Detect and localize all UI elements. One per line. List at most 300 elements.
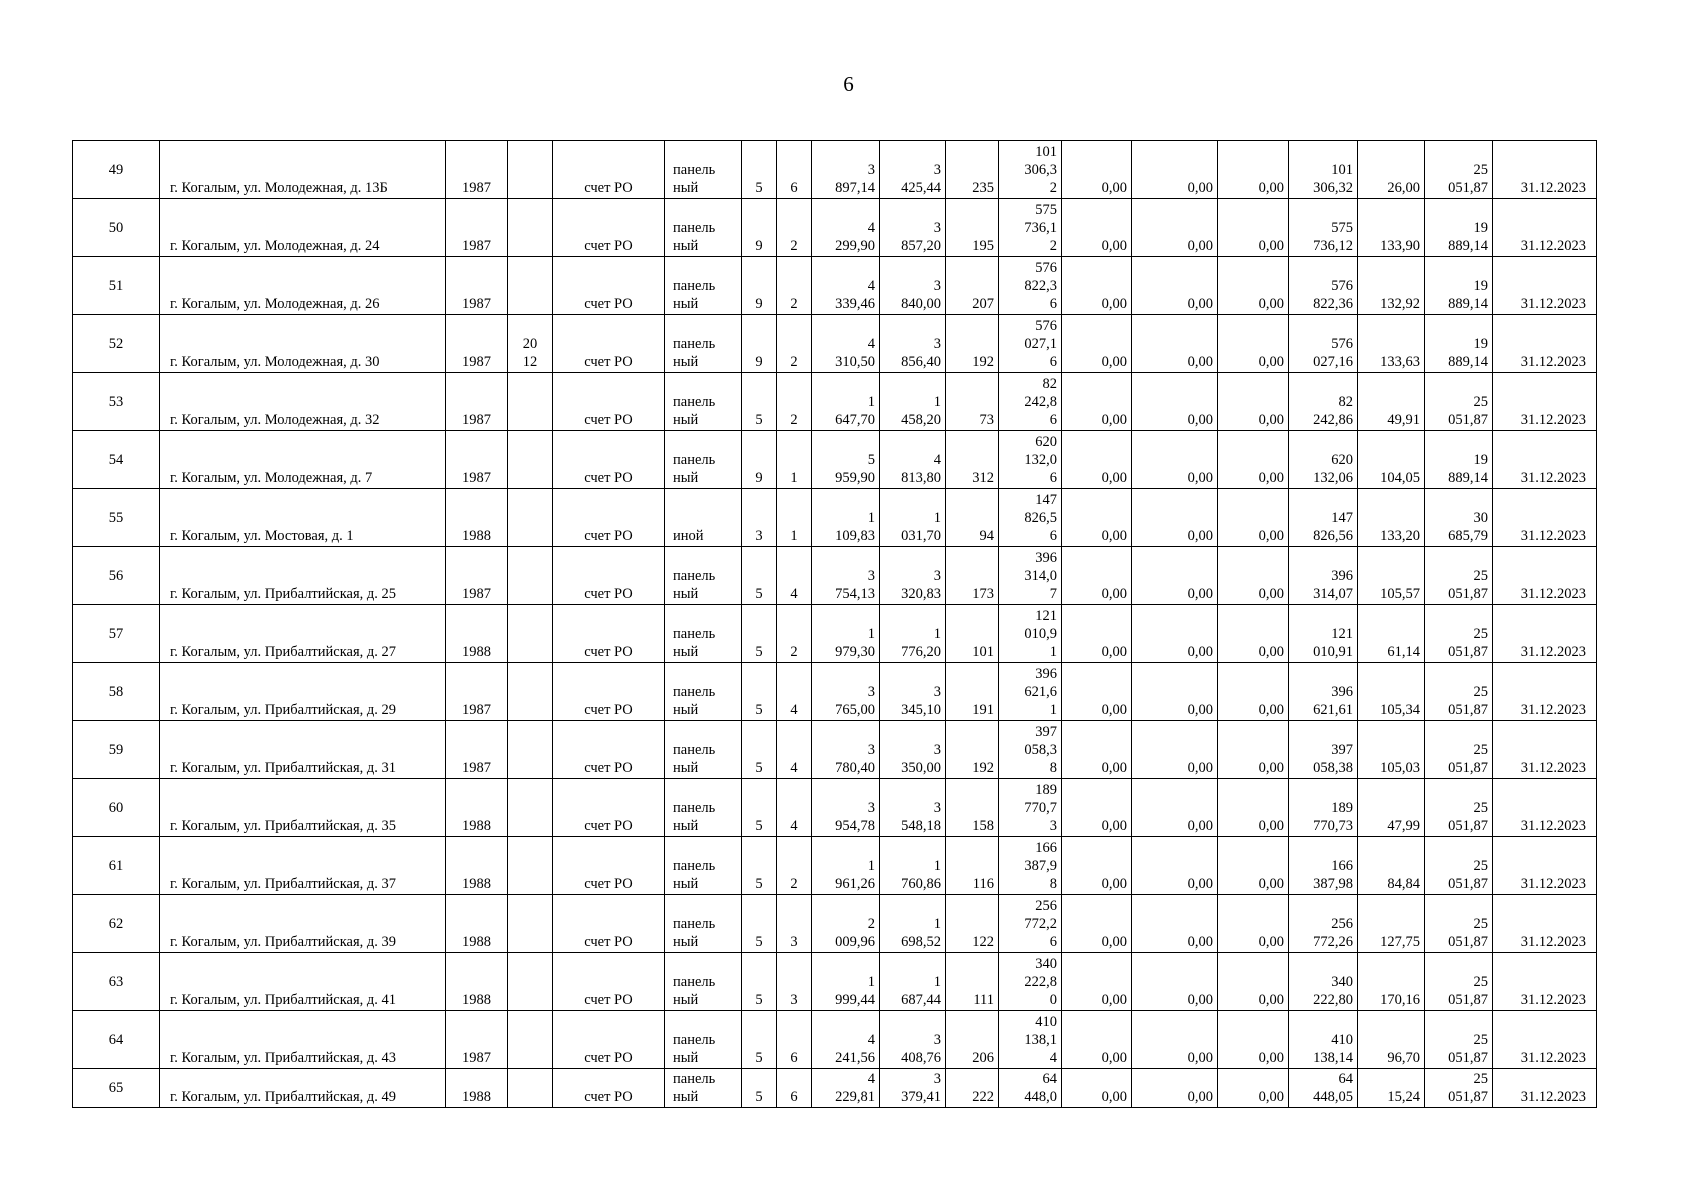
cell-year-commissioned bbox=[508, 721, 553, 779]
cell-completion-date: 31.12.2023 bbox=[1493, 895, 1597, 953]
cell-total-area: 4 241,56 bbox=[812, 1011, 880, 1069]
cell-residents: 73 bbox=[946, 373, 999, 431]
cell-cost-owners: 410 138,14 bbox=[1289, 1011, 1358, 1069]
cell-residents: 206 bbox=[946, 1011, 999, 1069]
cell-completion-date: 31.12.2023 bbox=[1493, 199, 1597, 257]
cell-year-commissioned bbox=[508, 837, 553, 895]
cell-completion-date: 31.12.2023 bbox=[1493, 373, 1597, 431]
cell-row-number: 61 bbox=[73, 837, 160, 895]
cell-residents: 101 bbox=[946, 605, 999, 663]
cell-total-cost: 576 027,1 6 bbox=[999, 315, 1062, 373]
cell-total-cost: 82 242,8 6 bbox=[999, 373, 1062, 431]
table-row bbox=[73, 895, 1597, 953]
cell-wall-material: панель ный bbox=[665, 721, 742, 779]
cell-floors: 5 bbox=[742, 1069, 777, 1108]
cell-cost-regional: 0,00 bbox=[1132, 663, 1218, 721]
cell-cost-per-sqm: 96,70 bbox=[1358, 1011, 1425, 1069]
cell-floors: 5 bbox=[742, 837, 777, 895]
cell-fund-method: счет РО bbox=[553, 489, 665, 547]
cell-fund-method: счет РО bbox=[553, 779, 665, 837]
cell-cost-regional: 0,00 bbox=[1132, 1011, 1218, 1069]
cell-cost-municipal: 0,00 bbox=[1218, 547, 1289, 605]
cell-cost-regional: 0,00 bbox=[1132, 547, 1218, 605]
table-row bbox=[73, 1069, 1597, 1108]
cell-residents: 207 bbox=[946, 257, 999, 315]
cell-total-cost: 575 736,1 2 bbox=[999, 199, 1062, 257]
cell-entrances: 3 bbox=[777, 953, 812, 1011]
cell-address: г. Когалым, ул. Мостовая, д. 1 bbox=[160, 489, 446, 547]
cell-entrances: 6 bbox=[777, 1069, 812, 1108]
cell-year-commissioned bbox=[508, 199, 553, 257]
cell-cost-owners: 340 222,80 bbox=[1289, 953, 1358, 1011]
cell-completion-date: 31.12.2023 bbox=[1493, 605, 1597, 663]
cell-floors: 5 bbox=[742, 721, 777, 779]
cell-living-area: 3 425,44 bbox=[880, 141, 946, 199]
cell-cost-municipal: 0,00 bbox=[1218, 489, 1289, 547]
cell-floors: 5 bbox=[742, 895, 777, 953]
cell-completion-date: 31.12.2023 bbox=[1493, 1069, 1597, 1108]
cell-cost-owners: 397 058,38 bbox=[1289, 721, 1358, 779]
cell-cost-owners: 101 306,32 bbox=[1289, 141, 1358, 199]
cell-wall-material: иной bbox=[665, 489, 742, 547]
cell-residents: 111 bbox=[946, 953, 999, 1011]
cell-year-built: 1988 bbox=[446, 1069, 508, 1108]
cell-residents: 191 bbox=[946, 663, 999, 721]
cell-year-built: 1987 bbox=[446, 315, 508, 373]
cell-year-built: 1988 bbox=[446, 837, 508, 895]
cell-residents: 195 bbox=[946, 199, 999, 257]
cell-cost-per-sqm: 170,16 bbox=[1358, 953, 1425, 1011]
cell-floors: 5 bbox=[742, 373, 777, 431]
cell-completion-date: 31.12.2023 bbox=[1493, 1011, 1597, 1069]
cell-residents: 116 bbox=[946, 837, 999, 895]
cell-cost-federal: 0,00 bbox=[1062, 257, 1132, 315]
cell-total-area: 2 009,96 bbox=[812, 895, 880, 953]
cell-row-number: 60 bbox=[73, 779, 160, 837]
cell-total-area: 3 754,13 bbox=[812, 547, 880, 605]
cell-cost-regional: 0,00 bbox=[1132, 895, 1218, 953]
cell-wall-material: панель ный bbox=[665, 953, 742, 1011]
cell-entrances: 1 bbox=[777, 431, 812, 489]
cell-cost-regional: 0,00 bbox=[1132, 489, 1218, 547]
cell-completion-date: 31.12.2023 bbox=[1493, 663, 1597, 721]
cell-cost-owners: 576 822,36 bbox=[1289, 257, 1358, 315]
cell-total-area: 1 109,83 bbox=[812, 489, 880, 547]
cell-floors: 9 bbox=[742, 431, 777, 489]
cell-address: г. Когалым, ул. Прибалтийская, д. 39 bbox=[160, 895, 446, 953]
cell-total-area: 3 897,14 bbox=[812, 141, 880, 199]
cell-cost-limit-per-sqm: 25 051,87 bbox=[1425, 779, 1493, 837]
cell-address: г. Когалым, ул. Молодежная, д. 13Б bbox=[160, 141, 446, 199]
cell-row-number: 57 bbox=[73, 605, 160, 663]
cell-cost-per-sqm: 132,92 bbox=[1358, 257, 1425, 315]
cell-wall-material: панель ный bbox=[665, 605, 742, 663]
cell-cost-municipal: 0,00 bbox=[1218, 373, 1289, 431]
cell-residents: 192 bbox=[946, 315, 999, 373]
cell-floors: 5 bbox=[742, 605, 777, 663]
cell-total-cost: 396 314,0 7 bbox=[999, 547, 1062, 605]
cell-wall-material: панель ный bbox=[665, 141, 742, 199]
cell-cost-regional: 0,00 bbox=[1132, 605, 1218, 663]
cell-total-area: 4 310,50 bbox=[812, 315, 880, 373]
cell-entrances: 4 bbox=[777, 779, 812, 837]
cell-address: г. Когалым, ул. Прибалтийская, д. 31 bbox=[160, 721, 446, 779]
cell-cost-regional: 0,00 bbox=[1132, 431, 1218, 489]
cell-residents: 94 bbox=[946, 489, 999, 547]
cell-cost-limit-per-sqm: 25 051,87 bbox=[1425, 663, 1493, 721]
cell-cost-per-sqm: 127,75 bbox=[1358, 895, 1425, 953]
cell-cost-federal: 0,00 bbox=[1062, 315, 1132, 373]
cell-year-built: 1987 bbox=[446, 721, 508, 779]
cell-cost-per-sqm: 105,03 bbox=[1358, 721, 1425, 779]
cell-completion-date: 31.12.2023 bbox=[1493, 721, 1597, 779]
cell-address: г. Когалым, ул. Прибалтийская, д. 37 bbox=[160, 837, 446, 895]
cell-address: г. Когалым, ул. Прибалтийская, д. 27 bbox=[160, 605, 446, 663]
cell-floors: 5 bbox=[742, 663, 777, 721]
cell-year-built: 1988 bbox=[446, 779, 508, 837]
cell-entrances: 2 bbox=[777, 199, 812, 257]
table-row bbox=[73, 315, 1597, 373]
cell-floors: 9 bbox=[742, 199, 777, 257]
cell-year-commissioned bbox=[508, 953, 553, 1011]
cell-completion-date: 31.12.2023 bbox=[1493, 141, 1597, 199]
cell-cost-federal: 0,00 bbox=[1062, 199, 1132, 257]
cell-fund-method: счет РО bbox=[553, 721, 665, 779]
cell-wall-material: панель ный bbox=[665, 837, 742, 895]
cell-address: г. Когалым, ул. Прибалтийская, д. 35 bbox=[160, 779, 446, 837]
cell-wall-material: панель ный bbox=[665, 547, 742, 605]
cell-year-commissioned bbox=[508, 895, 553, 953]
cell-cost-limit-per-sqm: 25 051,87 bbox=[1425, 547, 1493, 605]
cell-living-area: 3 350,00 bbox=[880, 721, 946, 779]
cell-address: г. Когалым, ул. Молодежная, д. 32 bbox=[160, 373, 446, 431]
cell-completion-date: 31.12.2023 bbox=[1493, 489, 1597, 547]
cell-cost-municipal: 0,00 bbox=[1218, 837, 1289, 895]
cell-cost-limit-per-sqm: 25 051,87 bbox=[1425, 953, 1493, 1011]
cell-fund-method: счет РО bbox=[553, 953, 665, 1011]
cell-entrances: 4 bbox=[777, 663, 812, 721]
cell-year-built: 1987 bbox=[446, 141, 508, 199]
cell-cost-municipal: 0,00 bbox=[1218, 721, 1289, 779]
cell-cost-limit-per-sqm: 30 685,79 bbox=[1425, 489, 1493, 547]
cell-address: г. Когалым, ул. Прибалтийская, д. 29 bbox=[160, 663, 446, 721]
cell-floors: 3 bbox=[742, 489, 777, 547]
cell-fund-method: счет РО bbox=[553, 605, 665, 663]
cell-cost-regional: 0,00 bbox=[1132, 953, 1218, 1011]
cell-total-cost: 64 448,0 bbox=[999, 1069, 1062, 1108]
cell-row-number: 58 bbox=[73, 663, 160, 721]
cell-row-number: 51 bbox=[73, 257, 160, 315]
table-row bbox=[73, 199, 1597, 257]
cell-total-area: 1 647,70 bbox=[812, 373, 880, 431]
cell-year-built: 1987 bbox=[446, 663, 508, 721]
cell-year-commissioned bbox=[508, 431, 553, 489]
cell-living-area: 1 760,86 bbox=[880, 837, 946, 895]
cell-wall-material: панель ный bbox=[665, 199, 742, 257]
cell-cost-federal: 0,00 bbox=[1062, 373, 1132, 431]
cell-address: г. Когалым, ул. Прибалтийская, д. 41 bbox=[160, 953, 446, 1011]
cell-year-built: 1988 bbox=[446, 489, 508, 547]
cell-total-cost: 121 010,9 1 bbox=[999, 605, 1062, 663]
cell-year-commissioned bbox=[508, 605, 553, 663]
cell-cost-per-sqm: 84,84 bbox=[1358, 837, 1425, 895]
cell-fund-method: счет РО bbox=[553, 1011, 665, 1069]
table-row bbox=[73, 779, 1597, 837]
cell-year-commissioned bbox=[508, 257, 553, 315]
cell-cost-municipal: 0,00 bbox=[1218, 605, 1289, 663]
cell-total-area: 4 339,46 bbox=[812, 257, 880, 315]
cell-cost-regional: 0,00 bbox=[1132, 257, 1218, 315]
cell-row-number: 64 bbox=[73, 1011, 160, 1069]
cell-year-built: 1988 bbox=[446, 953, 508, 1011]
cell-cost-federal: 0,00 bbox=[1062, 431, 1132, 489]
cell-entrances: 4 bbox=[777, 547, 812, 605]
cell-cost-owners: 166 387,98 bbox=[1289, 837, 1358, 895]
cell-residents: 158 bbox=[946, 779, 999, 837]
housing-register-table bbox=[72, 140, 1597, 1108]
table-row bbox=[73, 837, 1597, 895]
cell-cost-owners: 620 132,06 bbox=[1289, 431, 1358, 489]
cell-cost-federal: 0,00 bbox=[1062, 721, 1132, 779]
table-row bbox=[73, 489, 1597, 547]
cell-fund-method: счет РО bbox=[553, 315, 665, 373]
cell-cost-limit-per-sqm: 19 889,14 bbox=[1425, 431, 1493, 489]
cell-completion-date: 31.12.2023 bbox=[1493, 431, 1597, 489]
cell-living-area: 3 345,10 bbox=[880, 663, 946, 721]
cell-cost-municipal: 0,00 bbox=[1218, 141, 1289, 199]
cell-cost-per-sqm: 104,05 bbox=[1358, 431, 1425, 489]
cell-cost-municipal: 0,00 bbox=[1218, 1011, 1289, 1069]
cell-row-number: 56 bbox=[73, 547, 160, 605]
cell-wall-material: панель ный bbox=[665, 431, 742, 489]
cell-year-commissioned bbox=[508, 489, 553, 547]
cell-entrances: 1 bbox=[777, 489, 812, 547]
cell-cost-per-sqm: 15,24 bbox=[1358, 1069, 1425, 1108]
cell-cost-limit-per-sqm: 25 051,87 bbox=[1425, 373, 1493, 431]
cell-cost-owners: 575 736,12 bbox=[1289, 199, 1358, 257]
cell-year-commissioned bbox=[508, 141, 553, 199]
cell-cost-owners: 396 621,61 bbox=[1289, 663, 1358, 721]
cell-cost-per-sqm: 133,63 bbox=[1358, 315, 1425, 373]
cell-total-cost: 147 826,5 6 bbox=[999, 489, 1062, 547]
cell-address: г. Когалым, ул. Прибалтийская, д. 25 bbox=[160, 547, 446, 605]
cell-living-area: 4 813,80 bbox=[880, 431, 946, 489]
cell-address: г. Когалым, ул. Прибалтийская, д. 43 bbox=[160, 1011, 446, 1069]
cell-fund-method: счет РО bbox=[553, 663, 665, 721]
cell-row-number: 55 bbox=[73, 489, 160, 547]
cell-total-area: 3 954,78 bbox=[812, 779, 880, 837]
cell-living-area: 1 458,20 bbox=[880, 373, 946, 431]
cell-cost-federal: 0,00 bbox=[1062, 547, 1132, 605]
cell-total-area: 1 979,30 bbox=[812, 605, 880, 663]
table-row bbox=[73, 605, 1597, 663]
cell-cost-limit-per-sqm: 25 051,87 bbox=[1425, 895, 1493, 953]
cell-year-built: 1988 bbox=[446, 895, 508, 953]
cell-residents: 312 bbox=[946, 431, 999, 489]
cell-year-commissioned bbox=[508, 1011, 553, 1069]
cell-fund-method: счет РО bbox=[553, 837, 665, 895]
cell-cost-federal: 0,00 bbox=[1062, 895, 1132, 953]
cell-total-cost: 397 058,3 8 bbox=[999, 721, 1062, 779]
cell-address: г. Когалым, ул. Молодежная, д. 30 bbox=[160, 315, 446, 373]
cell-year-built: 1987 bbox=[446, 373, 508, 431]
cell-total-area: 4 229,81 bbox=[812, 1069, 880, 1108]
cell-floors: 5 bbox=[742, 1011, 777, 1069]
cell-cost-municipal: 0,00 bbox=[1218, 431, 1289, 489]
cell-row-number: 65 bbox=[73, 1069, 160, 1108]
table-row bbox=[73, 257, 1597, 315]
cell-cost-limit-per-sqm: 25 051,87 bbox=[1425, 605, 1493, 663]
cell-entrances: 2 bbox=[777, 315, 812, 373]
cell-completion-date: 31.12.2023 bbox=[1493, 953, 1597, 1011]
cell-cost-municipal: 0,00 bbox=[1218, 779, 1289, 837]
cell-living-area: 3 408,76 bbox=[880, 1011, 946, 1069]
cell-wall-material: панель ный bbox=[665, 779, 742, 837]
cell-total-cost: 166 387,9 8 bbox=[999, 837, 1062, 895]
cell-completion-date: 31.12.2023 bbox=[1493, 257, 1597, 315]
cell-residents: 122 bbox=[946, 895, 999, 953]
cell-cost-per-sqm: 49,91 bbox=[1358, 373, 1425, 431]
cell-year-commissioned bbox=[508, 779, 553, 837]
cell-cost-per-sqm: 105,34 bbox=[1358, 663, 1425, 721]
cell-row-number: 52 bbox=[73, 315, 160, 373]
cell-wall-material: панель ный bbox=[665, 1011, 742, 1069]
cell-cost-regional: 0,00 bbox=[1132, 141, 1218, 199]
table-row bbox=[73, 431, 1597, 489]
cell-fund-method: счет РО bbox=[553, 373, 665, 431]
cell-total-cost: 620 132,0 6 bbox=[999, 431, 1062, 489]
cell-address: г. Когалым, ул. Прибалтийская, д. 49 bbox=[160, 1069, 446, 1108]
table-row bbox=[73, 663, 1597, 721]
cell-cost-limit-per-sqm: 19 889,14 bbox=[1425, 257, 1493, 315]
cell-cost-per-sqm: 133,90 bbox=[1358, 199, 1425, 257]
cell-floors: 5 bbox=[742, 141, 777, 199]
cell-entrances: 6 bbox=[777, 1011, 812, 1069]
cell-residents: 235 bbox=[946, 141, 999, 199]
cell-cost-municipal: 0,00 bbox=[1218, 953, 1289, 1011]
cell-cost-regional: 0,00 bbox=[1132, 837, 1218, 895]
cell-cost-limit-per-sqm: 25 051,87 bbox=[1425, 1011, 1493, 1069]
cell-fund-method: счет РО bbox=[553, 431, 665, 489]
cell-cost-municipal: 0,00 bbox=[1218, 257, 1289, 315]
cell-year-commissioned bbox=[508, 663, 553, 721]
cell-entrances: 4 bbox=[777, 721, 812, 779]
cell-cost-federal: 0,00 bbox=[1062, 141, 1132, 199]
cell-cost-municipal: 0,00 bbox=[1218, 315, 1289, 373]
cell-cost-regional: 0,00 bbox=[1132, 315, 1218, 373]
cell-fund-method: счет РО bbox=[553, 199, 665, 257]
cell-fund-method: счет РО bbox=[553, 895, 665, 953]
cell-completion-date: 31.12.2023 bbox=[1493, 315, 1597, 373]
cell-row-number: 54 bbox=[73, 431, 160, 489]
cell-cost-municipal: 0,00 bbox=[1218, 1069, 1289, 1108]
table-row bbox=[73, 721, 1597, 779]
cell-cost-limit-per-sqm: 25 051,87 bbox=[1425, 837, 1493, 895]
cell-wall-material: панель ный bbox=[665, 1069, 742, 1108]
cell-cost-owners: 64 448,05 bbox=[1289, 1069, 1358, 1108]
cell-residents: 192 bbox=[946, 721, 999, 779]
cell-living-area: 3 379,41 bbox=[880, 1069, 946, 1108]
cell-total-cost: 101 306,3 2 bbox=[999, 141, 1062, 199]
table-row bbox=[73, 1011, 1597, 1069]
cell-residents: 222 bbox=[946, 1069, 999, 1108]
cell-row-number: 62 bbox=[73, 895, 160, 953]
cell-cost-owners: 396 314,07 bbox=[1289, 547, 1358, 605]
cell-cost-owners: 189 770,73 bbox=[1289, 779, 1358, 837]
cell-total-area: 3 765,00 bbox=[812, 663, 880, 721]
cell-cost-limit-per-sqm: 25 051,87 bbox=[1425, 721, 1493, 779]
cell-cost-owners: 576 027,16 bbox=[1289, 315, 1358, 373]
cell-year-commissioned: 20 12 bbox=[508, 315, 553, 373]
cell-cost-owners: 82 242,86 bbox=[1289, 373, 1358, 431]
cell-floors: 9 bbox=[742, 257, 777, 315]
cell-year-built: 1987 bbox=[446, 547, 508, 605]
cell-total-cost: 189 770,7 3 bbox=[999, 779, 1062, 837]
cell-living-area: 3 548,18 bbox=[880, 779, 946, 837]
cell-year-built: 1987 bbox=[446, 431, 508, 489]
cell-living-area: 1 687,44 bbox=[880, 953, 946, 1011]
table-row bbox=[73, 141, 1597, 199]
cell-total-cost: 340 222,8 0 bbox=[999, 953, 1062, 1011]
cell-row-number: 59 bbox=[73, 721, 160, 779]
cell-cost-owners: 147 826,56 bbox=[1289, 489, 1358, 547]
cell-total-cost: 410 138,1 4 bbox=[999, 1011, 1062, 1069]
cell-year-commissioned bbox=[508, 547, 553, 605]
cell-living-area: 1 776,20 bbox=[880, 605, 946, 663]
cell-cost-owners: 121 010,91 bbox=[1289, 605, 1358, 663]
cell-cost-federal: 0,00 bbox=[1062, 605, 1132, 663]
cell-row-number: 50 bbox=[73, 199, 160, 257]
cell-cost-regional: 0,00 bbox=[1132, 779, 1218, 837]
cell-year-commissioned bbox=[508, 1069, 553, 1108]
table-row bbox=[73, 373, 1597, 431]
cell-year-built: 1987 bbox=[446, 257, 508, 315]
cell-total-area: 4 299,90 bbox=[812, 199, 880, 257]
cell-total-cost: 396 621,6 1 bbox=[999, 663, 1062, 721]
cell-address: г. Когалым, ул. Молодежная, д. 26 bbox=[160, 257, 446, 315]
cell-floors: 5 bbox=[742, 779, 777, 837]
cell-cost-federal: 0,00 bbox=[1062, 1011, 1132, 1069]
cell-fund-method: счет РО bbox=[553, 141, 665, 199]
cell-cost-federal: 0,00 bbox=[1062, 663, 1132, 721]
cell-cost-limit-per-sqm: 25 051,87 bbox=[1425, 1069, 1493, 1108]
cell-entrances: 2 bbox=[777, 605, 812, 663]
page-number: 6 bbox=[843, 72, 854, 96]
cell-cost-regional: 0,00 bbox=[1132, 199, 1218, 257]
cell-cost-limit-per-sqm: 19 889,14 bbox=[1425, 199, 1493, 257]
cell-cost-municipal: 0,00 bbox=[1218, 199, 1289, 257]
cell-total-cost: 576 822,3 6 bbox=[999, 257, 1062, 315]
cell-fund-method: счет РО bbox=[553, 257, 665, 315]
cell-fund-method: счет РО bbox=[553, 1069, 665, 1108]
table-row bbox=[73, 953, 1597, 1011]
cell-total-area: 1 999,44 bbox=[812, 953, 880, 1011]
cell-entrances: 3 bbox=[777, 895, 812, 953]
cell-wall-material: панель ный bbox=[665, 315, 742, 373]
cell-living-area: 3 320,83 bbox=[880, 547, 946, 605]
cell-cost-per-sqm: 61,14 bbox=[1358, 605, 1425, 663]
cell-living-area: 1 031,70 bbox=[880, 489, 946, 547]
cell-cost-municipal: 0,00 bbox=[1218, 663, 1289, 721]
cell-total-area: 1 961,26 bbox=[812, 837, 880, 895]
cell-cost-per-sqm: 26,00 bbox=[1358, 141, 1425, 199]
cell-address: г. Когалым, ул. Молодежная, д. 24 bbox=[160, 199, 446, 257]
cell-year-built: 1987 bbox=[446, 1011, 508, 1069]
cell-cost-per-sqm: 47,99 bbox=[1358, 779, 1425, 837]
cell-fund-method: счет РО bbox=[553, 547, 665, 605]
cell-entrances: 6 bbox=[777, 141, 812, 199]
cell-cost-federal: 0,00 bbox=[1062, 779, 1132, 837]
